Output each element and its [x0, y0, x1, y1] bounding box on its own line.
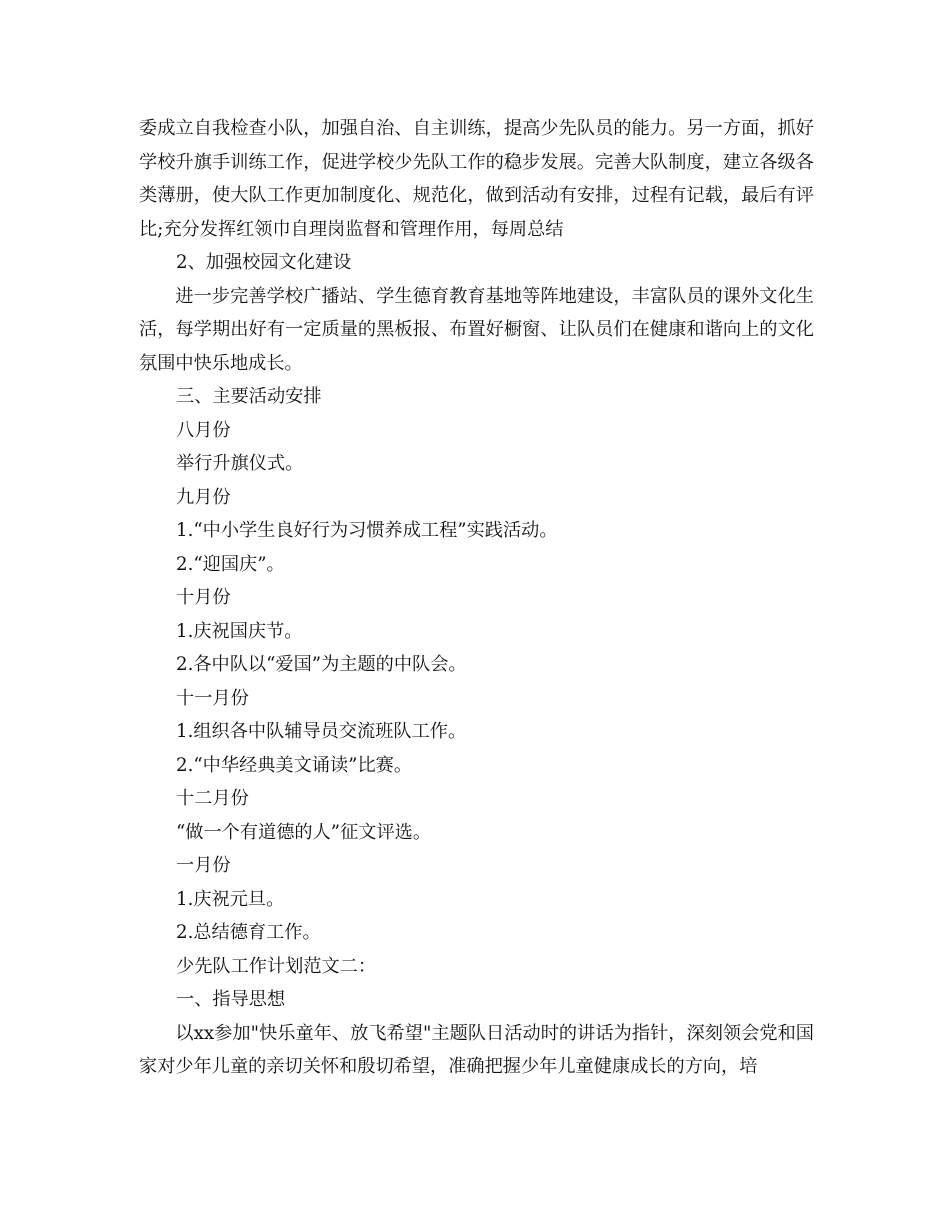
month-heading-november: 十一月份	[176, 687, 249, 709]
month-heading-december: 十二月份	[176, 788, 249, 809]
activity-item: 1.“中小学生良好行为习惯养成工程”实践活动。	[176, 520, 558, 541]
activity-item: 2.“迎国庆”。	[176, 553, 285, 575]
month-heading-october: 十月份	[176, 587, 231, 608]
activity-item: 1.庆祝元旦。	[176, 888, 285, 910]
section-heading-campus-culture: 2、加强校园文化建设	[176, 252, 352, 273]
paragraph-campus-culture: 进一步完善学校广播站、学生德育教育基地等阵地建设，丰富队员的课外文化生活，每学期出好有一定质量的黑板报、布置好橱窗、让队员们在健康和谐向上的文化氛围中快乐地成长。	[139, 285, 814, 374]
month-heading-january: 一月份	[176, 855, 231, 876]
section-heading-activities: 三、主要活动安排	[176, 386, 322, 407]
activity-item: 2.总结德育工作。	[176, 922, 321, 943]
activity-item: 1.组织各中队辅导员交流班队工作。	[176, 721, 467, 742]
activity-item: 2.各中队以“爱国”为主题的中队会。	[176, 654, 467, 675]
month-heading-september: 九月份	[176, 486, 231, 508]
paragraph-guiding-ideology: 以xx参加"快乐童年、放飞希望"主题队日活动时的讲话为指针，深刻领会党和国家对少年儿童的亲切关怀和殷切希望，准确把握少年儿童健康成长的方向，培	[139, 1022, 814, 1077]
paragraph-continuation: 委成立自我检查小队，加强自治、自主训练，提高少先队员的能力。另一方面，抓好学校升旗手训练工作，促进学校少先队工作的稳步发展。完善大队制度，建立各级各类薄册，使大队工作更加制度化、规范化，做到活动有安排，过程有记载，最后有评比;充分发挥红领巾自理岗监督和管理作用，每周总结	[139, 118, 814, 240]
activity-item: “做一个有道德的人”征文评选。	[176, 821, 432, 843]
sample-title: 少先队工作计划范文二：	[176, 955, 377, 977]
document-body	[139, 112, 814, 1084]
activity-item: 举行升旗仪式。	[176, 453, 304, 474]
activity-item: 2.“中华经典美文诵读”比赛。	[176, 754, 413, 776]
activity-item: 1.庆祝国庆节。	[176, 620, 303, 642]
section-heading-guiding-ideology: 一、指导思想	[176, 989, 286, 1010]
month-heading-august: 八月份	[176, 419, 231, 441]
